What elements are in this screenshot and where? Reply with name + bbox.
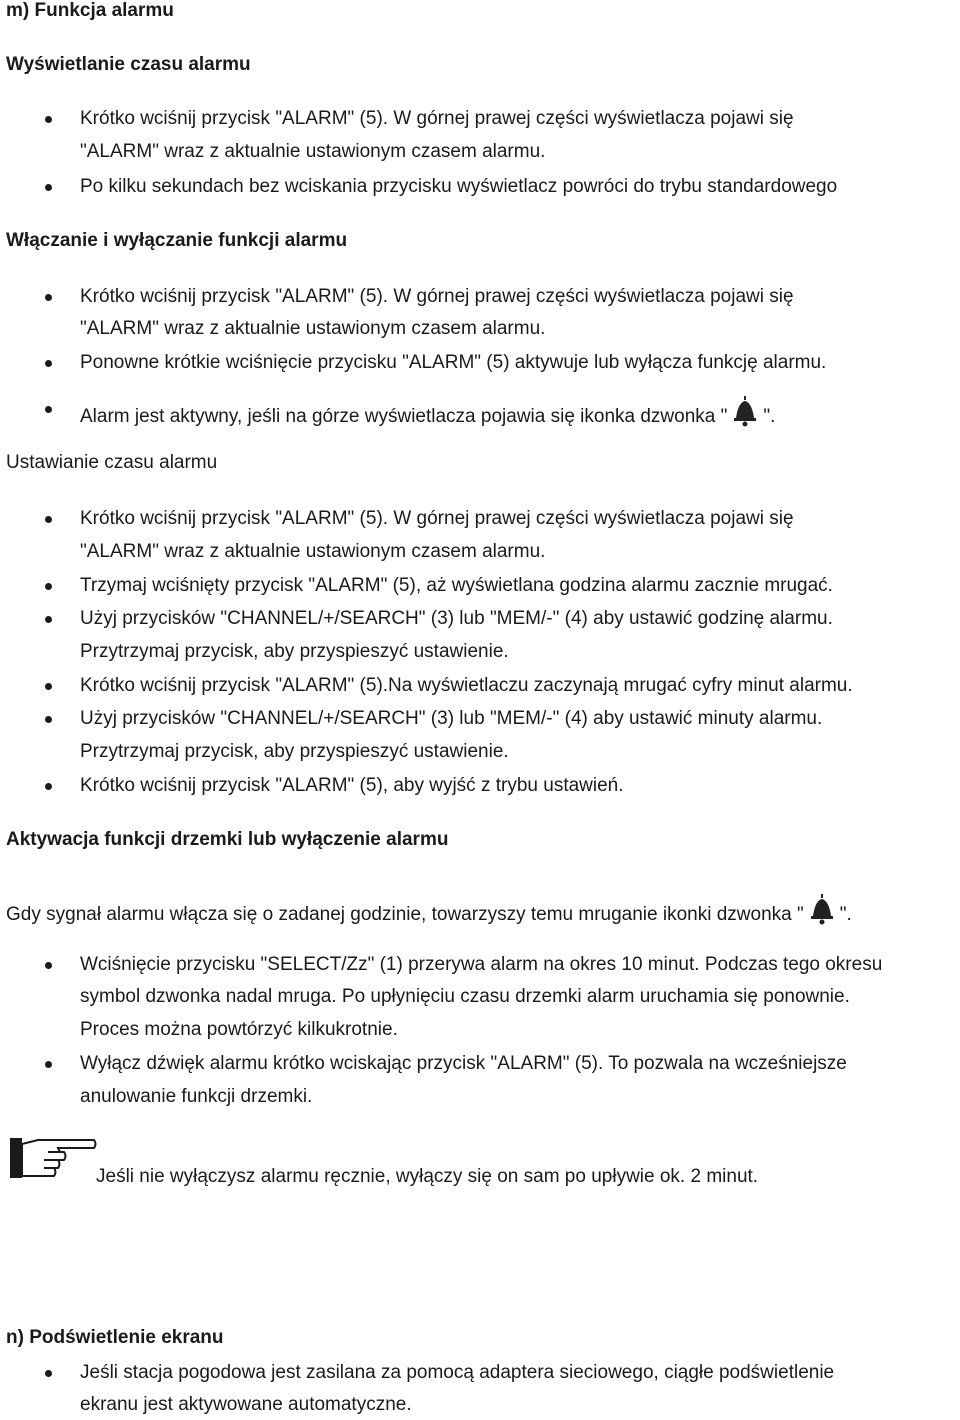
heading-set-alarm-time: Ustawianie czasu alarmu bbox=[6, 452, 218, 473]
bullet bbox=[45, 116, 52, 123]
heading-toggle-alarm: Włączanie i wyłączanie funkcji alarmu bbox=[6, 230, 348, 251]
list-item: Krótko wciśnij przycisk "ALARM" (5).Na wyświetlaczu zaczynają mrugać cyfry minut alarmu. bbox=[80, 675, 853, 696]
list-item: Trzymaj wciśnięty przycisk "ALARM" (5), aż wyświetlana godzina alarmu zacznie mrugać. bbox=[80, 575, 833, 596]
bullet bbox=[45, 783, 52, 790]
list-item-continued: Proces można powtórzyć kilkukrotnie. bbox=[80, 1019, 398, 1040]
bullet bbox=[45, 1061, 52, 1068]
heading-snooze: Aktywacja funkcji drzemki lub wyłączenie alarmu bbox=[6, 829, 449, 850]
list-item-continued: Przytrzymaj przycisk, aby przyspieszyć ustawienie. bbox=[80, 741, 509, 762]
bullet bbox=[45, 683, 52, 690]
list-item-continued: "ALARM" wraz z aktualnie ustawionym czasem alarmu. bbox=[80, 141, 546, 162]
list-item: Jeśli stacja pogodowa jest zasilana za pomocą adaptera sieciowego, ciągłe podświetlenie bbox=[80, 1362, 835, 1383]
list-item-continued: anulowanie funkcji drzemki. bbox=[80, 1086, 313, 1107]
section-title-backlight: n) Podświetlenie ekranu bbox=[6, 1327, 224, 1348]
paragraph-text: ". bbox=[839, 904, 852, 925]
bullet bbox=[45, 184, 52, 191]
bullet bbox=[45, 360, 52, 367]
bullet bbox=[45, 1370, 52, 1377]
list-item: Ponowne krótkie wciśnięcie przycisku "ALARM" (5) aktywuje lub wyłącza funkcję alarmu. bbox=[80, 352, 827, 373]
list-item-continued: symbol dzwonka nadal mruga. Po upłynięciu czasu drzemki alarm uruchamia się ponownie. bbox=[80, 986, 850, 1007]
bullet bbox=[45, 716, 52, 723]
bullet bbox=[45, 583, 52, 590]
list-item: Krótko wciśnij przycisk "ALARM" (5). W górnej prawej części wyświetlacza pojawi się bbox=[80, 508, 794, 529]
paragraph-text: Gdy sygnał alarmu włącza się o zadanej godzinie, towarzyszy temu mruganie ikonki dzwonka " bbox=[6, 904, 804, 925]
list-item-continued: "ALARM" wraz z aktualnie ustawionym czasem alarmu. bbox=[80, 541, 546, 562]
list-item: Po kilku sekundach bez wciskania przycisku wyświetlacz powróci do trybu standardowego bbox=[80, 176, 838, 197]
pointing-hand-icon bbox=[8, 1134, 98, 1182]
bullet bbox=[45, 962, 52, 969]
bullet bbox=[45, 616, 52, 623]
list-item-text: ". bbox=[763, 406, 776, 427]
list-item-continued: "ALARM" wraz z aktualnie ustawionym czasem alarmu. bbox=[80, 318, 546, 339]
list-item: Krótko wciśnij przycisk "ALARM" (5), aby wyjść z trybu ustawień. bbox=[80, 775, 624, 796]
bullet bbox=[45, 516, 52, 523]
list-item: Użyj przycisków "CHANNEL/+/SEARCH" (3) lub "MEM/-" (4) aby ustawić godzinę alarmu. bbox=[80, 608, 833, 629]
list-item: Użyj przycisków "CHANNEL/+/SEARCH" (3) lub "MEM/-" (4) aby ustawić minuty alarmu. bbox=[80, 708, 823, 729]
list-item: Wciśnięcie przycisku "SELECT/Zz" (1) przerywa alarm na okres 10 minut. Podczas tego okresu bbox=[80, 954, 883, 975]
bullet bbox=[45, 406, 52, 413]
list-item-text: Alarm jest aktywny, jeśli na górze wyświetlacza pojawia się ikonka dzwonka " bbox=[80, 406, 728, 427]
list-item: Wyłącz dźwięk alarmu krótko wciskając przycisk "ALARM" (5). To pozwala na wcześniejsze bbox=[80, 1053, 847, 1074]
section-title-alarm: m) Funkcja alarmu bbox=[6, 0, 174, 21]
list-item bbox=[80, 394, 775, 428]
paragraph-snooze-intro bbox=[6, 892, 852, 926]
bell-icon bbox=[731, 394, 759, 428]
note-text: Jeśli nie wyłączysz alarmu ręcznie, wyłączy się on sam po upływie ok. 2 minut. bbox=[96, 1166, 759, 1187]
list-item: Krótko wciśnij przycisk "ALARM" (5). W górnej prawej części wyświetlacza pojawi się bbox=[80, 286, 794, 307]
bell-icon bbox=[808, 892, 836, 926]
list-item: Krótko wciśnij przycisk "ALARM" (5). W górnej prawej części wyświetlacza pojawi się bbox=[80, 108, 794, 129]
list-item-continued: Przytrzymaj przycisk, aby przyspieszyć ustawienie. bbox=[80, 641, 509, 662]
heading-display-alarm-time: Wyświetlanie czasu alarmu bbox=[6, 54, 251, 75]
list-item-continued: ekranu jest aktywowane automatyczne. bbox=[80, 1394, 412, 1415]
bullet bbox=[45, 294, 52, 301]
